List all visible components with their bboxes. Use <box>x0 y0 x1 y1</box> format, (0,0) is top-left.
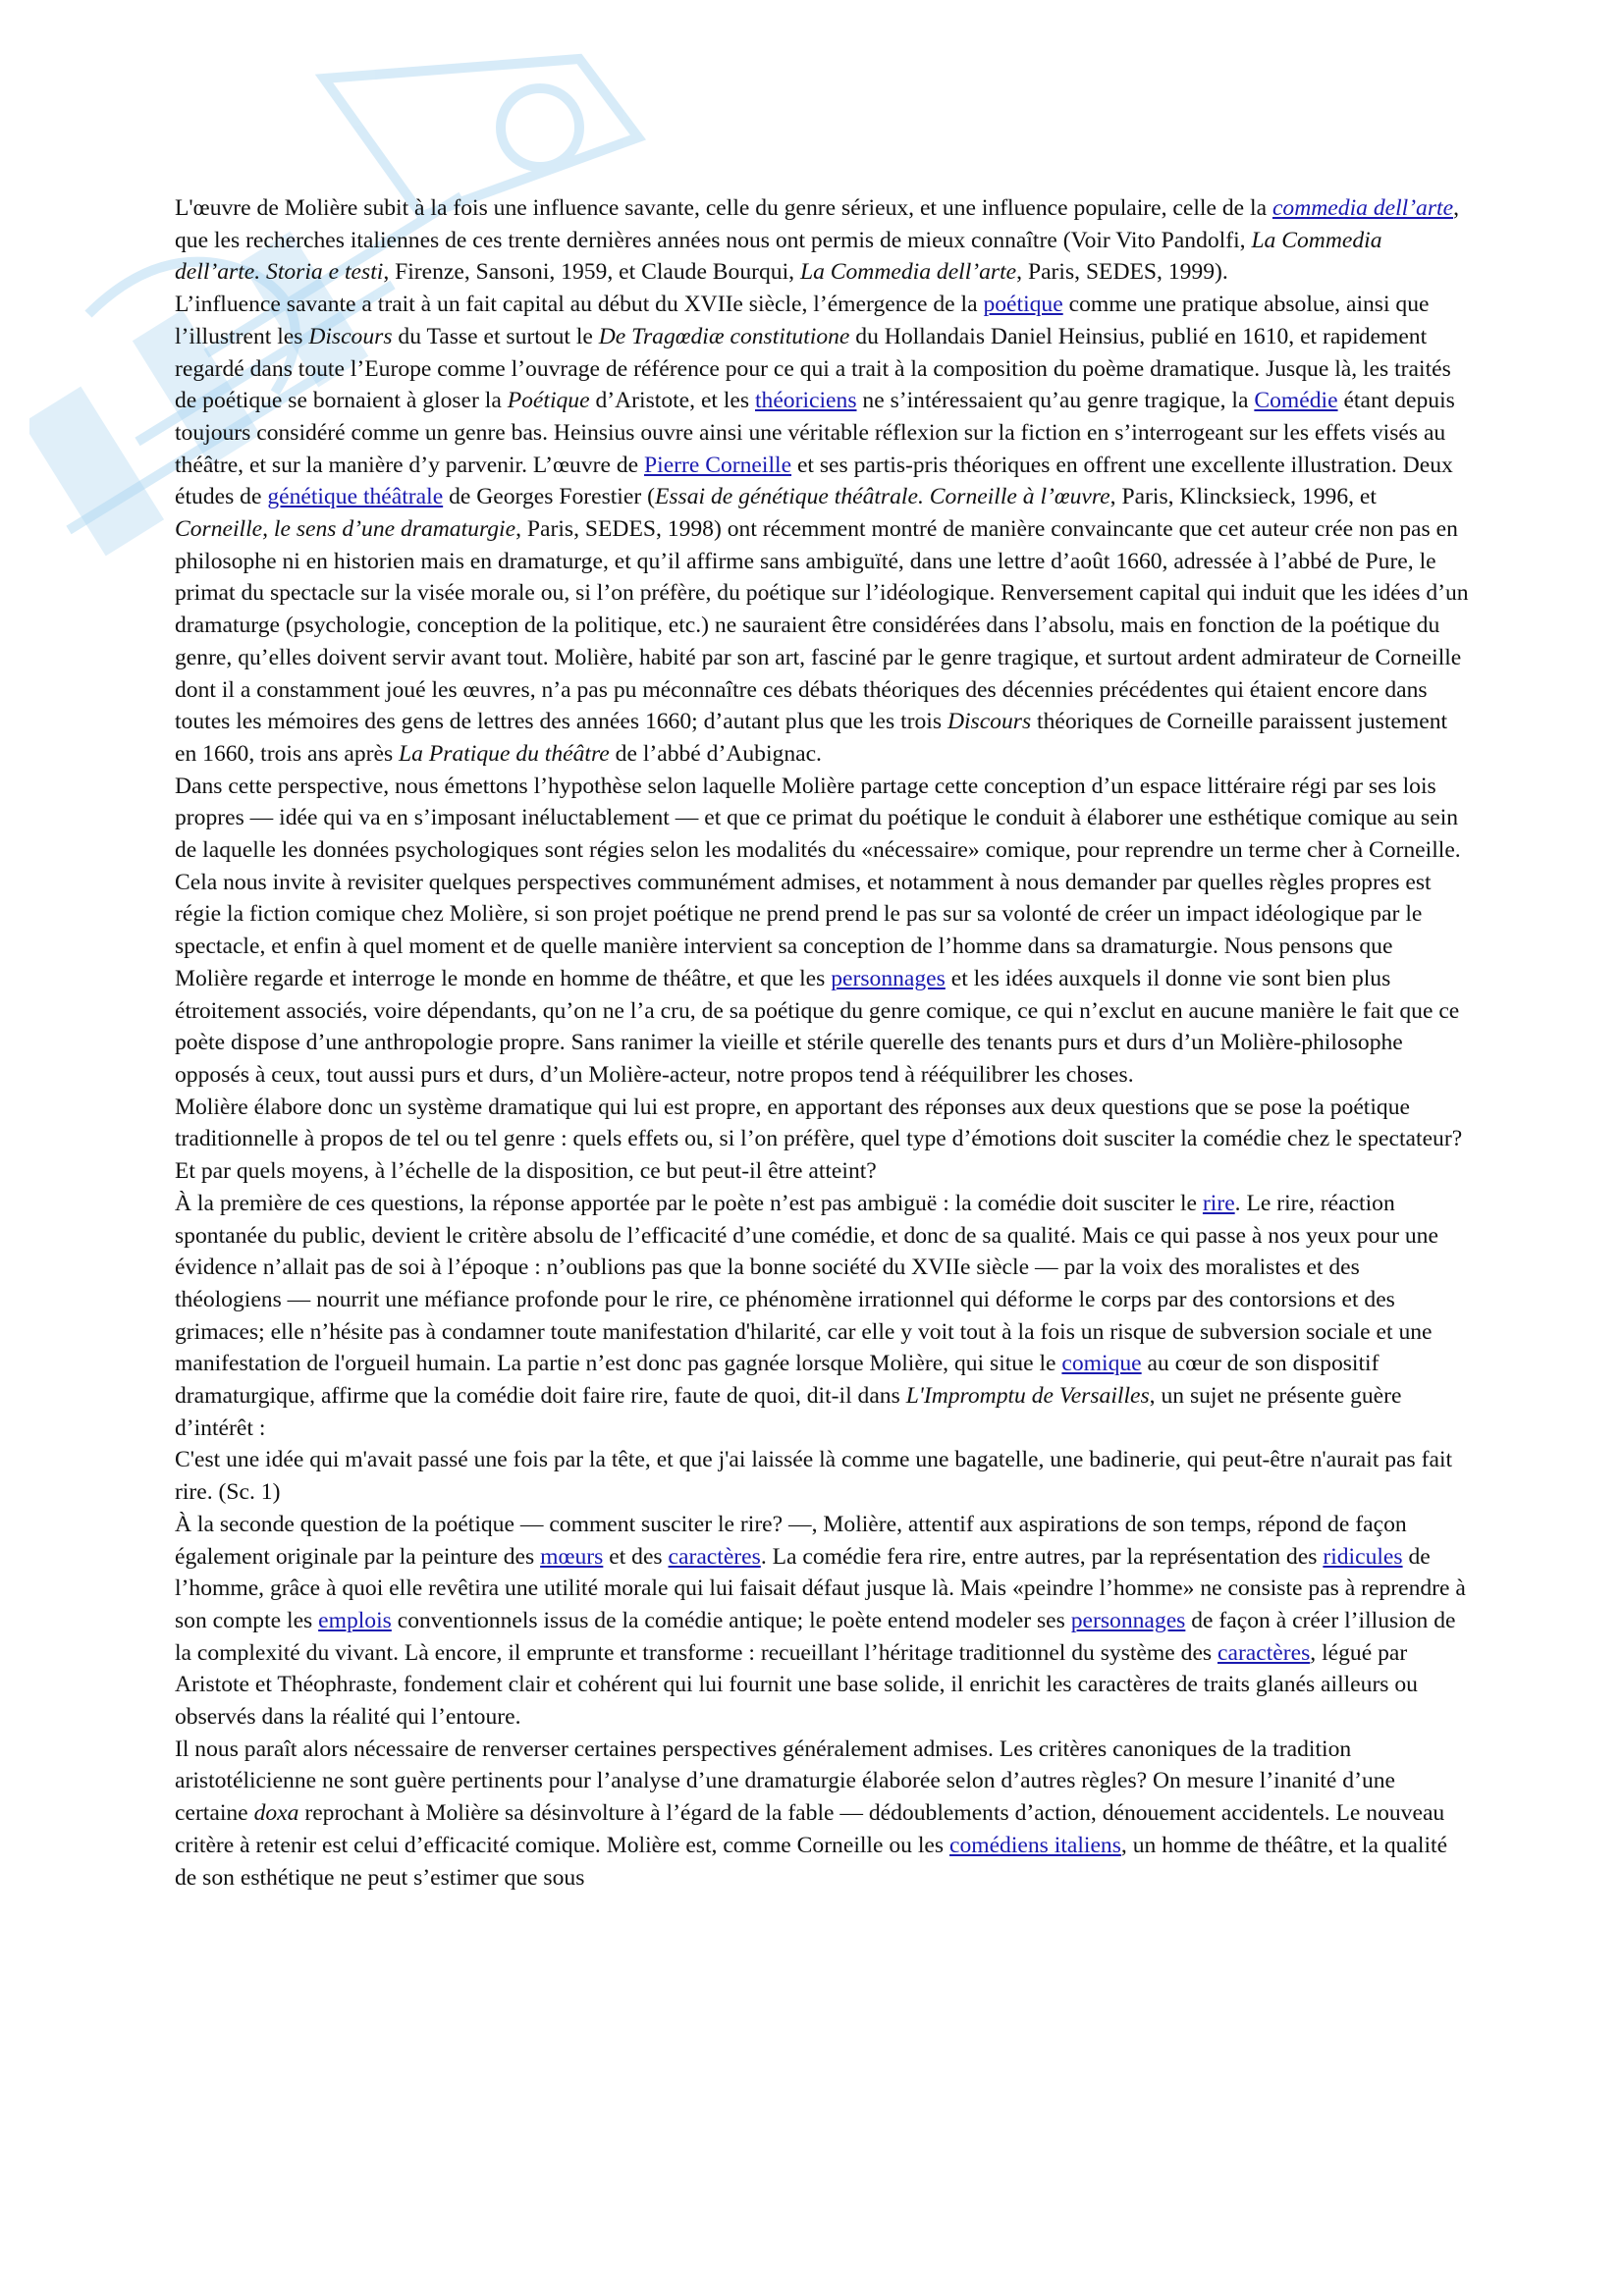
text-link[interactable]: caractères <box>668 1543 761 1570</box>
text-run: ne s’intéressaient qu’au genre tragique, la <box>856 388 1255 414</box>
text-link[interactable]: commedia dell’arte <box>1271 195 1454 221</box>
text-run: . La comédie fera rire, entre autres, par la représentation des <box>760 1543 1324 1570</box>
text-run: d’Aristote, et les <box>589 388 755 414</box>
italic-text: doxa <box>253 1800 299 1827</box>
text-run: L'œuvre de Molière subit à la fois une influence savante, celle du genre sérieux, et une influence populaire, celle de la <box>175 195 1272 221</box>
text-link[interactable]: personnages <box>831 965 946 991</box>
text-run: Cela nous invite à revisiter quelques perspectives communément admises, et notamment à nous demander par quelles règles propres est régie la fiction comique chez Molière, si son projet poétique ne prend prend le pas sur sa volonté de créer un impact idéologique par le spectacle, et enfin à quel moment et de quelle manière intervient sa conception de l’homme dans sa dramaturgie. Nous pensons que Molière regarde et interroge le monde en homme de théâtre, et que les <box>175 869 1432 991</box>
italic-text: L'Impromptu de Versailles <box>905 1383 1150 1410</box>
text-run: reprochant à Molière sa désinvolture à l’égard de la fable — dédoublements d’action, dénouement accidentels. Le nouveau critère à retenir est celui d’efficacité comique. Molière est, comme Corneille ou les <box>175 1800 1445 1858</box>
text-link[interactable]: Pierre Corneille <box>644 452 792 478</box>
paragraph <box>175 1092 1469 1188</box>
text-link[interactable]: caractères <box>1217 1639 1311 1666</box>
text-run: comme une pratique absolue, ainsi que l’illustrent les <box>175 292 1430 349</box>
italic-text: Poétique <box>507 388 590 414</box>
italic-text: Essai de génétique théâtrale. Corneille à l’œuvre <box>654 484 1110 510</box>
text-run: étant depuis toujours considéré comme un genre bas. Heinsius ouvre ainsi une véritable réflexion sur la fiction en s’interrogeant sur les effets visés au théâtre, et sur la manière d’y parvenir. L’œuvre de <box>175 388 1455 478</box>
text-run: de Georges Forestier ( <box>443 484 655 510</box>
paragraph <box>175 192 1469 289</box>
text-run: de l’homme, grâce à quoi elle revêtira une utilité morale qui lui faisait défaut jusque là. Mais «peindre l’homme» ne consiste pas à reprendre à son compte les <box>175 1543 1466 1633</box>
paragraph <box>175 289 1469 771</box>
text-run: . Le rire, réaction spontanée du public, devient le critère absolu de l’efficacité d’une comédie, et donc de sa qualité. Mais ce qui passe à nos yeux pour une évidence n’allait pas de soi à l’époque : n’oublions pas que la bonne société du XVIIe siècle — par la voix des moralistes et des théologiens — nourrit une méfiance profonde pour le rire, ce phénomène irrationnel qui déforme le corps par des contorsions et des grimaces; elle n’hésite pas à condamner toute manifestation d'hilarité, car elle y voit tout à la fois un risque de subversion sociale et une manifestation de l'orgueil humain. La partie n’est donc pas gagnée lorsque Molière, qui situe le <box>175 1190 1438 1377</box>
text-run: et des <box>603 1543 669 1570</box>
text-link[interactable]: Comédie <box>1254 388 1338 414</box>
text-run: À la seconde question de la poétique — comment susciter le rire? —, Molière, attentif aux aspirations de son temps, répond de façon également originale par la peinture des <box>175 1511 1407 1570</box>
text-link[interactable]: comédiens italiens <box>948 1832 1121 1858</box>
paragraph <box>175 1734 1469 1895</box>
paragraph <box>175 1509 1469 1734</box>
text-run: , que les recherches italiennes de ces trente dernières années nous ont permis de mieux connaître (Voir Vito Pandolfi, <box>175 195 1459 253</box>
text-run: , un sujet ne présente guère d’intérêt : <box>175 1383 1402 1441</box>
text-link[interactable]: mœurs <box>540 1543 604 1570</box>
text-run: de l’abbé d’Aubignac. <box>609 740 822 767</box>
text-run: théoriques de Corneille paraissent justement en 1660, trois ans après <box>175 709 1448 767</box>
text-link[interactable]: rire <box>1202 1190 1235 1216</box>
italic-text: La Pratique du théâtre <box>399 740 610 767</box>
text-link[interactable]: ridicules <box>1323 1543 1403 1570</box>
text-run: Dans cette perspective, nous émettons l’hypothèse selon laquelle Molière partage cette conception d’un espace littéraire régi par ses lois propres — idée qui va en s’imposant inéluctablement — et que ce primat du poétique le conduit à élaborer une esthétique comique au sein de laquelle les données psychologiques sont régies selon les modalités du «nécessaire» comique, pour reprendre un terme cher à Corneille. <box>175 773 1461 864</box>
text-run: Il nous paraît alors nécessaire de renverser certaines perspectives généralement admises. Les critères canoniques de la tradition aristotélicienne ne sont guère pertinents pour l’analyse d’une dramaturgie élaborée selon d’autres règles? On mesure l’inanité d’une certaine <box>175 1735 1396 1827</box>
document-body <box>175 192 1469 1894</box>
italic-text: Discours <box>308 323 393 349</box>
text-run: , Firenze, Sansoni, 1959, et Claude Bourqui, <box>383 259 800 286</box>
paragraph <box>175 867 1469 1092</box>
paragraph <box>175 1444 1469 1508</box>
text-run: , un homme de théâtre, et la qualité de son esthétique ne peut s’estimer que sous <box>175 1832 1448 1891</box>
italic-text: La Commedia dell’arte. Storia e testi <box>175 227 1382 286</box>
text-run: au cœur de son dispositif dramaturgique, affirme que la comédie doit faire rire, faute de quoi, dit-il dans <box>175 1351 1380 1410</box>
text-link[interactable]: emplois <box>318 1607 392 1633</box>
italic-text: De Tragœdiæ constitutione <box>598 323 850 349</box>
text-run: conventionnels issus de la comédie antique; le poète entend modeler ses <box>391 1607 1071 1633</box>
text-run: , Paris, SEDES, 1999). <box>1016 259 1228 286</box>
text-run: , légué par Aristote et Théophraste, fondement clair et cohérent qui lui fournit une base solide, il enrichit les caractères de traits glanés ailleurs ou observés dans la réalité qui l’entoure. <box>175 1639 1418 1731</box>
text-run: de façon à créer l’illusion de la complexité du vivant. Là encore, il emprunte et transforme : recueillant l’héritage traditionnel du système des <box>175 1607 1456 1666</box>
text-run: L’influence savante a trait à un fait capital au début du XVIIe siècle, l’émergence de la <box>175 292 984 318</box>
text-link[interactable]: personnages <box>1070 1607 1186 1633</box>
paragraph <box>175 1188 1469 1445</box>
text-run: C'est une idée qui m'avait passé une fois par la tête, et que j'ai laissée là comme une bagatelle, une badinerie, qui peut-être n'aurait pas fait rire. (Sc. 1) <box>175 1447 1453 1506</box>
text-run: , Paris, Klincksieck, 1996, et <box>1109 484 1377 510</box>
text-run: Molière élabore donc un système dramatique qui lui est propre, en apportant des réponses aux deux questions que se pose la poétique traditionnelle à propos de tel ou tel genre : quels effets ou, si l’on préfère, quel type d’émotions doit susciter la comédie chez le spectateur? Et par quels moyens, à l’échelle de la disposition, ce but peut-il être atteint? <box>175 1094 1463 1185</box>
text-run: et ses partis-pris théoriques en offrent une excellente illustration. Deux études de <box>175 452 1453 510</box>
text-run: et les idées auxquels il donne vie sont bien plus étroitement associés, voire dépendants, qu’on ne l’a cru, de sa poétique du genre comique, ce qui n’exclut en aucune manière le fait que ce poète dispose d’une anthropologie propre. Sans ranimer la vieille et stérile querelle des tenants purs et durs d’un Molière-philosophe opposés à ceux, tout aussi purs et durs, d’un Molière-acteur, notre propos tend à rééquilibrer les choses. <box>175 965 1460 1088</box>
italic-text: Discours <box>947 709 1032 735</box>
text-run: du Hollandais Daniel Heinsius, publié en 1610, et rapidement regardé dans toute l’Europe comme l’ouvrage de référence pour ce qui a trait à la composition du poème dramatique. Jusque là, les traités de poétique se bornaient à gloser la <box>175 323 1451 414</box>
paragraph <box>175 771 1469 867</box>
text-run: du Tasse et surtout le <box>392 323 599 349</box>
italic-text: Corneille, le sens d’une dramaturgie <box>175 516 516 543</box>
text-run: À la première de ces questions, la réponse apportée par le poète n’est pas ambiguë : la comédie doit susciter le <box>175 1190 1203 1216</box>
text-link[interactable]: théoriciens <box>754 388 857 414</box>
italic-text: La Commedia dell’arte <box>799 259 1017 286</box>
text-run: , Paris, SEDES, 1998) ont récemment montré de manière convaincante que cet auteur crée non pas en philosophe ni en historien mais en dramaturge, et qu’il affirme sans ambiguïté, dans une lettre d’août 1660, adressée à l’abbé de Pure, le primat du spectacle sur la visée morale ou, si l’on préfère, du poétique sur l’idéologique. Renversement capital qui induit que les idées d’un dramaturge (psychologie, conception de la politique, etc.) ne sauraient être considérées dans l’absolu, mais en fonction de la poétique du genre, qu’elles doivent servir avant tout. Molière, habité par son art, fasciné par le genre tragique, et surtout ardent admirateur de Corneille dont il a constamment joué les œuvres, n’a pas pu méconnaître ces débats théoriques des décennies précédentes qui étaient encore dans toutes les mémoires des gens de lettres des années 1660; d’autant plus que les trois <box>175 516 1469 735</box>
text-link[interactable]: poétique <box>983 292 1063 318</box>
text-link[interactable]: génétique théâtrale <box>267 484 444 510</box>
text-link[interactable]: comique <box>1061 1351 1142 1377</box>
